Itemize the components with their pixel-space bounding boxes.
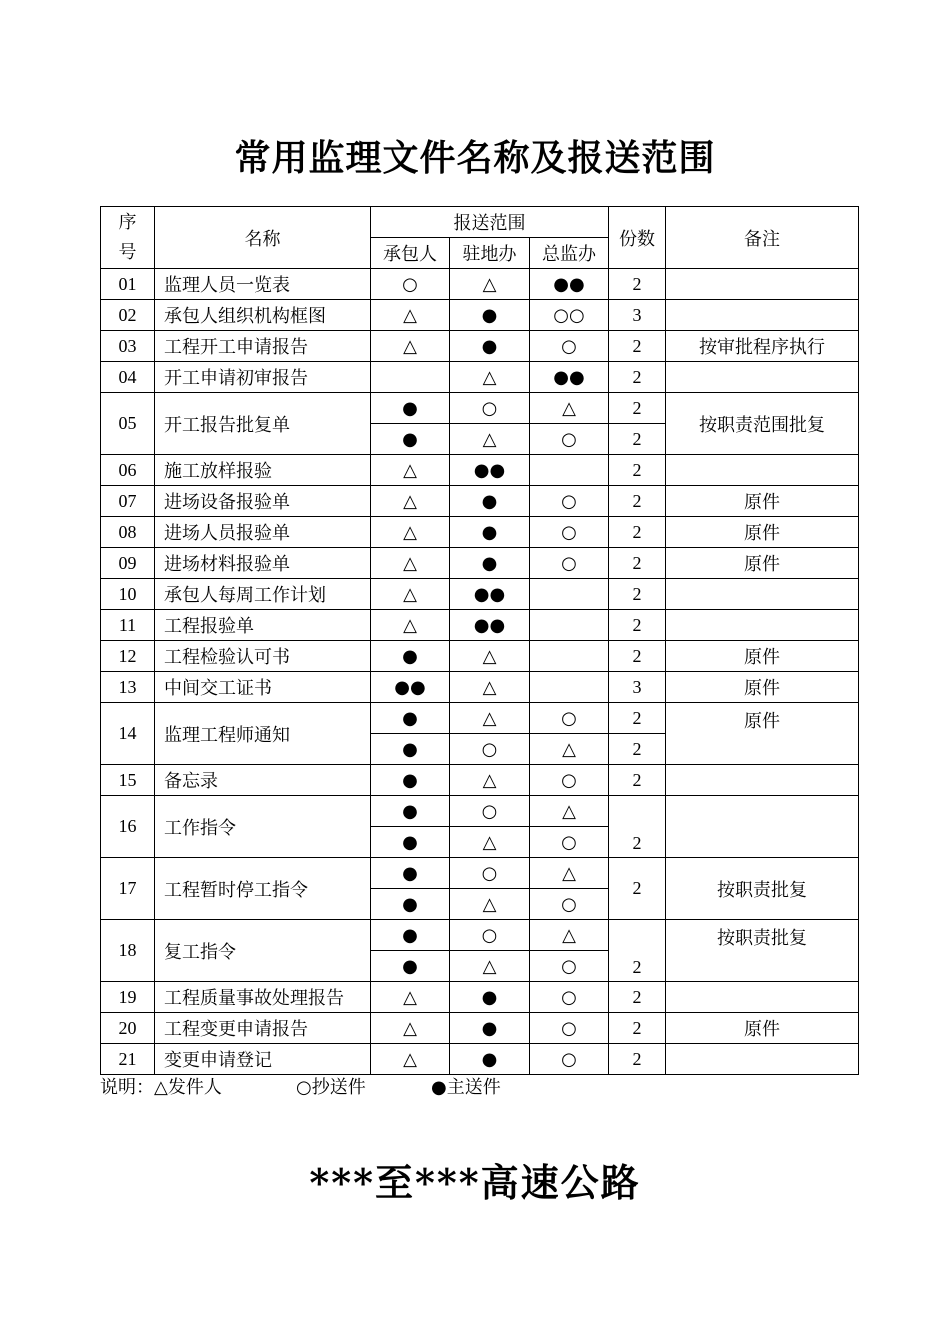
chief-mark xyxy=(530,579,609,610)
copies: 2 xyxy=(609,765,666,796)
table-row xyxy=(101,703,859,734)
chief-mark: ○ xyxy=(530,889,609,920)
chief-mark xyxy=(530,641,609,672)
row-number: 02 xyxy=(101,300,155,331)
table-row xyxy=(101,393,859,424)
row-name: 工程开工申请报告 xyxy=(155,331,371,362)
table-row xyxy=(101,1044,859,1075)
header-contractor: 承包人 xyxy=(371,238,450,269)
remark xyxy=(666,765,859,796)
contractor-mark: ● xyxy=(371,796,450,827)
contractor-mark: △ xyxy=(371,486,450,517)
copies: 2 xyxy=(609,1044,666,1075)
row-name: 承包人组织机构框图 xyxy=(155,300,371,331)
header-chief: 总监办 xyxy=(530,238,609,269)
chief-mark: ○ xyxy=(530,765,609,796)
row-name: 工程变更申请报告 xyxy=(155,1013,371,1044)
resident-mark: ● xyxy=(450,300,530,331)
row-name: 开工申请初审报告 xyxy=(155,362,371,393)
copies: 2 xyxy=(609,455,666,486)
remark: 原件 xyxy=(666,1013,859,1044)
contractor-mark: △ xyxy=(371,1013,450,1044)
row-number: 06 xyxy=(101,455,155,486)
row-name: 进场人员报验单 xyxy=(155,517,371,548)
header-resident: 驻地办 xyxy=(450,238,530,269)
row-name: 开工报告批复单 xyxy=(155,393,371,455)
remark xyxy=(666,269,859,300)
file-table xyxy=(100,206,859,1075)
chief-mark: ●● xyxy=(530,362,609,393)
remark: 原件 xyxy=(666,703,859,765)
chief-mark: ○ xyxy=(530,486,609,517)
remark xyxy=(666,579,859,610)
resident-mark: ○ xyxy=(450,734,530,765)
resident-mark: ○ xyxy=(450,920,530,951)
chief-mark xyxy=(530,610,609,641)
header-seq-line2: 号 xyxy=(118,241,137,263)
table-row xyxy=(101,610,859,641)
row-name: 进场材料报验单 xyxy=(155,548,371,579)
copies: 2 xyxy=(609,424,666,455)
row-number: 16 xyxy=(101,796,155,858)
copies: 2 xyxy=(609,393,666,424)
remark xyxy=(666,610,859,641)
resident-mark: ● xyxy=(450,1013,530,1044)
resident-mark: △ xyxy=(450,672,530,703)
resident-mark: ● xyxy=(450,486,530,517)
table-row xyxy=(101,858,859,889)
chief-mark: ○ xyxy=(530,982,609,1013)
copies: 2 xyxy=(609,269,666,300)
table-row xyxy=(101,765,859,796)
row-number: 07 xyxy=(101,486,155,517)
row-number: 01 xyxy=(101,269,155,300)
contractor-mark: △ xyxy=(371,331,450,362)
contractor-mark: ● xyxy=(371,920,450,951)
remark: 按职责批复 xyxy=(666,920,859,982)
row-name: 复工指令 xyxy=(155,920,371,982)
legend-main: ●主送件 xyxy=(431,1077,501,1098)
table-row xyxy=(101,362,859,393)
chief-mark: ○ xyxy=(530,951,609,982)
row-name: 备忘录 xyxy=(155,765,371,796)
resident-mark: ●● xyxy=(450,610,530,641)
contractor-mark: ● xyxy=(371,641,450,672)
legend xyxy=(100,1073,501,1099)
header-scope: 报送范围 xyxy=(371,207,609,238)
remark: 原件 xyxy=(666,548,859,579)
row-number: 03 xyxy=(101,331,155,362)
remark xyxy=(666,362,859,393)
resident-mark: ○ xyxy=(450,796,530,827)
copies: 2 xyxy=(609,641,666,672)
header-seq-line1: 序 xyxy=(118,211,137,233)
chief-mark: △ xyxy=(530,734,609,765)
copies: 2 xyxy=(609,858,666,920)
table-row xyxy=(101,331,859,362)
resident-mark: ○ xyxy=(450,858,530,889)
chief-mark: ○ xyxy=(530,827,609,858)
remark xyxy=(666,1044,859,1075)
row-number: 18 xyxy=(101,920,155,982)
contractor-mark: ● xyxy=(371,765,450,796)
table-row xyxy=(101,672,859,703)
copies: 2 xyxy=(609,982,666,1013)
legend-prefix: 说明： xyxy=(100,1077,154,1098)
row-name: 工作指令 xyxy=(155,796,371,858)
table-row xyxy=(101,300,859,331)
chief-mark: ○ xyxy=(530,517,609,548)
contractor-mark: ● xyxy=(371,703,450,734)
chief-mark: ○ xyxy=(530,1044,609,1075)
table-row xyxy=(101,548,859,579)
chief-mark: ●● xyxy=(530,269,609,300)
row-name: 工程质量事故处理报告 xyxy=(155,982,371,1013)
resident-mark: ● xyxy=(450,982,530,1013)
copies: 3 xyxy=(609,300,666,331)
contractor-mark: △ xyxy=(371,548,450,579)
row-name: 工程暂时停工指令 xyxy=(155,858,371,920)
resident-mark: △ xyxy=(450,765,530,796)
row-number: 11 xyxy=(101,610,155,641)
contractor-mark: △ xyxy=(371,455,450,486)
remark: 原件 xyxy=(666,517,859,548)
remark xyxy=(666,982,859,1013)
contractor-mark: △ xyxy=(371,517,450,548)
contractor-mark: △ xyxy=(371,982,450,1013)
table-row xyxy=(101,1013,859,1044)
legend-cc: ○抄送件 xyxy=(296,1077,366,1098)
remark xyxy=(666,796,859,858)
table-row xyxy=(101,269,859,300)
contractor-mark: ● xyxy=(371,889,450,920)
table-row xyxy=(101,796,859,827)
chief-mark: ○ xyxy=(530,424,609,455)
chief-mark: ○ xyxy=(530,331,609,362)
chief-mark: △ xyxy=(530,796,609,827)
row-number: 15 xyxy=(101,765,155,796)
resident-mark: ● xyxy=(450,548,530,579)
row-number: 05 xyxy=(101,393,155,455)
row-name: 进场设备报验单 xyxy=(155,486,371,517)
row-name: 工程报验单 xyxy=(155,610,371,641)
row-name: 监理人员一览表 xyxy=(155,269,371,300)
legend-sender: △发件人 xyxy=(154,1077,222,1098)
row-name: 中间交工证书 xyxy=(155,672,371,703)
footer-title: ***至***高速公路 xyxy=(309,1160,641,1205)
remark: 原件 xyxy=(666,641,859,672)
contractor-mark xyxy=(371,362,450,393)
remark: 原件 xyxy=(666,672,859,703)
table-row xyxy=(101,641,859,672)
table-row xyxy=(101,920,859,951)
contractor-mark: ● xyxy=(371,393,450,424)
remark: 按职责范围批复 xyxy=(666,393,859,455)
copies: 2 xyxy=(609,1013,666,1044)
chief-mark: ○○ xyxy=(530,300,609,331)
resident-mark: △ xyxy=(450,362,530,393)
copies: 2 xyxy=(609,331,666,362)
chief-mark: △ xyxy=(530,858,609,889)
copies: 3 xyxy=(609,672,666,703)
contractor-mark: ● xyxy=(371,827,450,858)
remark: 原件 xyxy=(666,486,859,517)
contractor-mark: ○ xyxy=(371,269,450,300)
header-seq xyxy=(101,207,155,269)
row-number: 09 xyxy=(101,548,155,579)
row-number: 20 xyxy=(101,1013,155,1044)
contractor-mark: △ xyxy=(371,1044,450,1075)
copies: 2 xyxy=(609,362,666,393)
resident-mark: △ xyxy=(450,641,530,672)
table-row xyxy=(101,579,859,610)
copies: 2 xyxy=(609,579,666,610)
document-title: 常用监理文件名称及报送范围 xyxy=(234,138,716,179)
table-row xyxy=(101,455,859,486)
contractor-mark: ● xyxy=(371,951,450,982)
chief-mark: ○ xyxy=(530,1013,609,1044)
resident-mark: ● xyxy=(450,517,530,548)
chief-mark: ○ xyxy=(530,548,609,579)
chief-mark: ○ xyxy=(530,703,609,734)
copies: 2 xyxy=(609,610,666,641)
row-name: 工程检验认可书 xyxy=(155,641,371,672)
copies: 2 xyxy=(609,548,666,579)
row-number: 21 xyxy=(101,1044,155,1075)
copies: 2 xyxy=(609,703,666,734)
resident-mark: ● xyxy=(450,331,530,362)
copies: 2 xyxy=(609,920,666,982)
chief-mark xyxy=(530,672,609,703)
table-row xyxy=(101,982,859,1013)
contractor-mark: △ xyxy=(371,610,450,641)
resident-mark: ●● xyxy=(450,455,530,486)
contractor-mark: ●● xyxy=(371,672,450,703)
chief-mark xyxy=(530,455,609,486)
table-row xyxy=(101,517,859,548)
row-number: 04 xyxy=(101,362,155,393)
row-name: 变更申请登记 xyxy=(155,1044,371,1075)
copies: 2 xyxy=(609,796,666,858)
remark: 按职责批复 xyxy=(666,858,859,920)
remark xyxy=(666,300,859,331)
resident-mark: △ xyxy=(450,703,530,734)
row-number: 13 xyxy=(101,672,155,703)
resident-mark: ○ xyxy=(450,393,530,424)
row-number: 17 xyxy=(101,858,155,920)
resident-mark: ●● xyxy=(450,579,530,610)
row-number: 14 xyxy=(101,703,155,765)
copies: 2 xyxy=(609,734,666,765)
header-remark: 备注 xyxy=(666,207,859,269)
row-number: 08 xyxy=(101,517,155,548)
remark xyxy=(666,455,859,486)
contractor-mark: △ xyxy=(371,300,450,331)
resident-mark: △ xyxy=(450,424,530,455)
chief-mark: △ xyxy=(530,920,609,951)
resident-mark: △ xyxy=(450,889,530,920)
contractor-mark: ● xyxy=(371,734,450,765)
row-number: 12 xyxy=(101,641,155,672)
row-name: 承包人每周工作计划 xyxy=(155,579,371,610)
row-name: 监理工程师通知 xyxy=(155,703,371,765)
row-number: 10 xyxy=(101,579,155,610)
contractor-mark: △ xyxy=(371,579,450,610)
table-row xyxy=(101,486,859,517)
chief-mark: △ xyxy=(530,393,609,424)
resident-mark: △ xyxy=(450,827,530,858)
copies: 2 xyxy=(609,517,666,548)
remark: 按审批程序执行 xyxy=(666,331,859,362)
row-number: 19 xyxy=(101,982,155,1013)
header-copies: 份数 xyxy=(609,207,666,269)
contractor-mark: ● xyxy=(371,424,450,455)
resident-mark: △ xyxy=(450,951,530,982)
header-name: 名称 xyxy=(155,207,371,269)
resident-mark: △ xyxy=(450,269,530,300)
contractor-mark: ● xyxy=(371,858,450,889)
row-name: 施工放样报验 xyxy=(155,455,371,486)
copies: 2 xyxy=(609,486,666,517)
resident-mark: ● xyxy=(450,1044,530,1075)
